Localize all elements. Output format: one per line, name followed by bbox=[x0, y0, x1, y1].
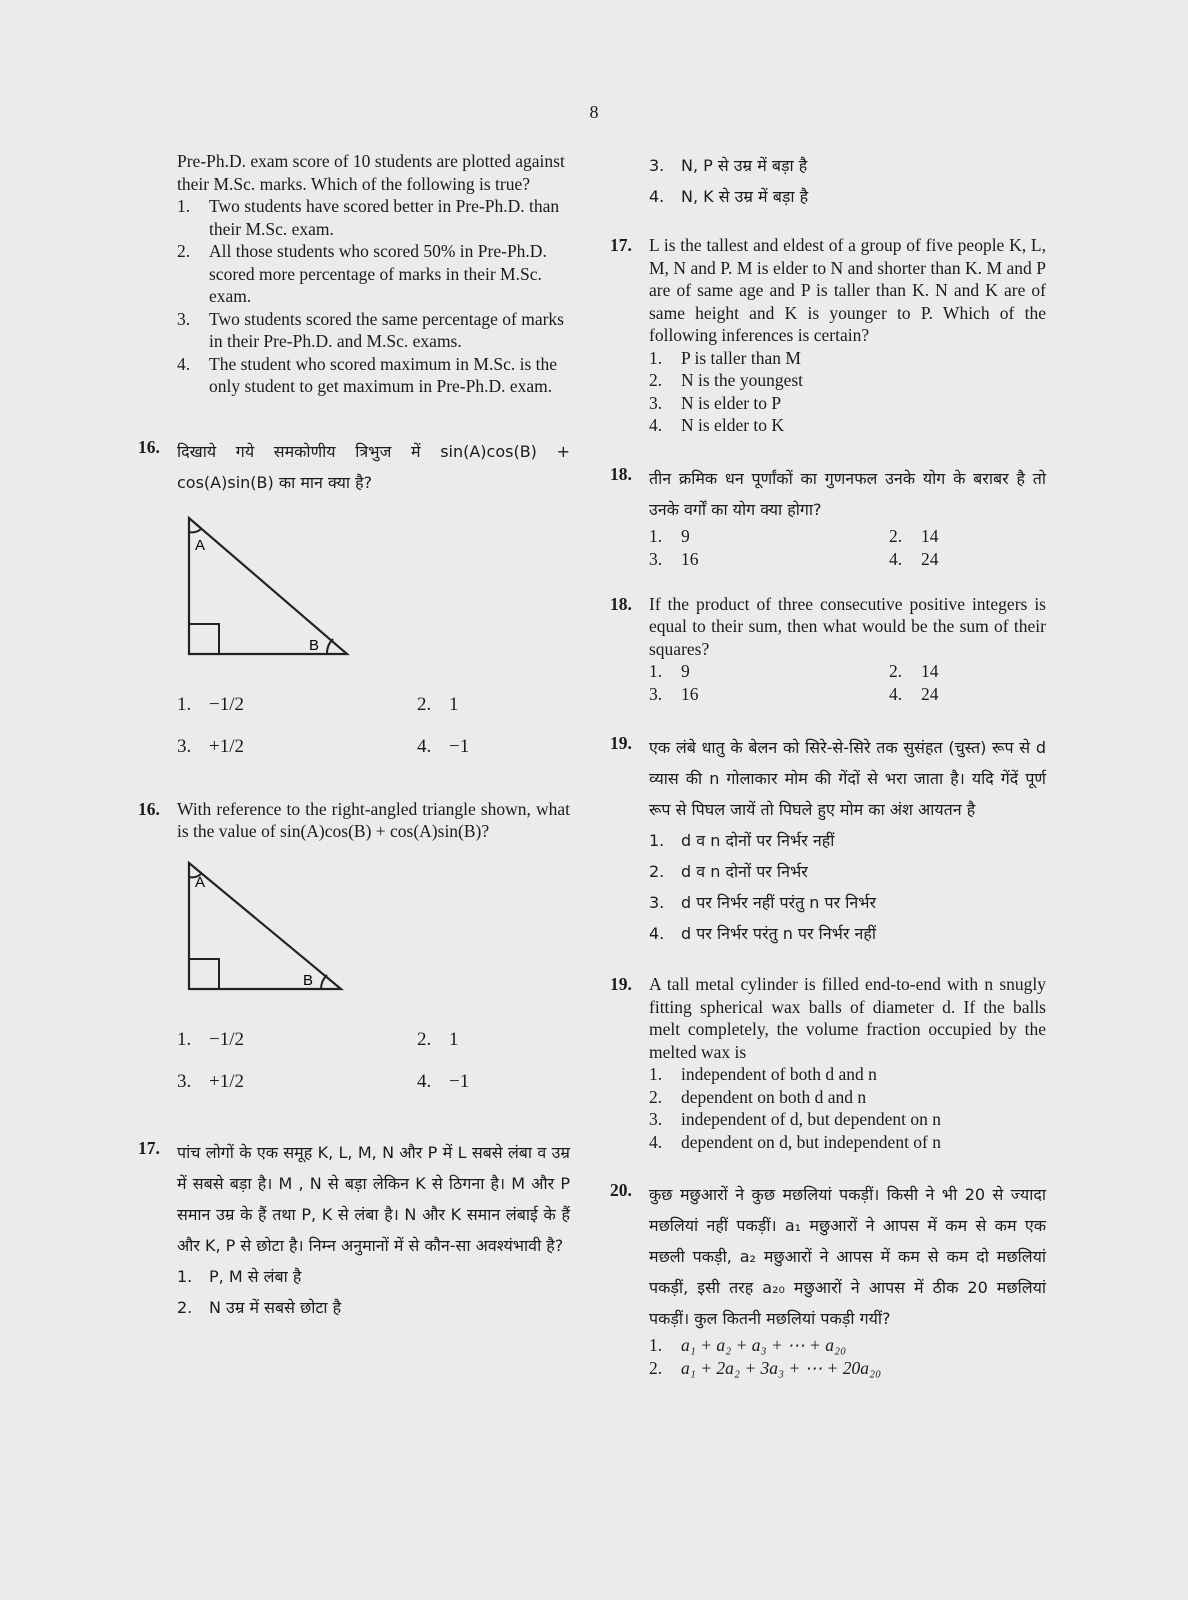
question-17-hindi bbox=[138, 1137, 570, 1323]
label-a: A bbox=[195, 536, 206, 554]
question-17-hindi-continued bbox=[610, 150, 1046, 212]
option: 2. 14 bbox=[889, 661, 939, 681]
label-b: B bbox=[309, 636, 320, 654]
question-text: Pre-Ph.D. exam score of 10 students are plotted against their M.Sc. marks. Which of the following is true? bbox=[177, 151, 565, 194]
question-text: एक लंबे धातु के बेलन को सिरे-से-सिरे तक सुसंहत (चुस्त) रूप से d व्यास की n गोलाकार मोम की गेंदों से भरा जाता है। यदि गेंदें पूर्ण रूप से पिघल जायें तो पिघले हुए मोम का अंश आयतन है bbox=[649, 738, 1046, 819]
option: 1. 9 bbox=[649, 661, 690, 681]
question-16-english bbox=[138, 798, 570, 1103]
right-triangle-figure bbox=[181, 857, 361, 997]
option: 2. 14 bbox=[889, 525, 939, 546]
question-text: पांच लोगों के एक समूह K, L, M, N और P में L सबसे लंबा व उम्र में सबसे बड़ा है। M , N से बड़ा लेकिन K से ठिगना है। M और P समान उम्र के हैं तथा P, K से लंबा है। N और K समान लंबाई के हैं और K, P से छोटा है। निम्न अनुमानों में से कौन-सा अवश्यंभावी है? bbox=[177, 1142, 570, 1255]
right-column bbox=[610, 150, 1046, 1409]
question-text: कुछ मछुआरों ने कुछ मछलियां पकड़ीं। किसी ने भी 20 से ज्यादा मछलियां नहीं पकड़ीं। a₁ मछुआरों ने आपस में कम से कम एक मछली पकड़ी, a₂ मछुआरों ने आपस में कम से कम दो मछलियां पकड़ीं, इसी तरह a₂₀ मछुआरों ने आपस में ठीक 20 मछलियां पकड़ीं। कुल कितनी मछलियां पकड़ी गयीं? bbox=[649, 1185, 1046, 1328]
options-grid bbox=[649, 660, 1046, 706]
question-text: A tall metal cylinder is filled end-to-end with n snugly fitting spherical wax balls of diameter d. If the balls melt completely, the volume fraction occupied by the melted wax is bbox=[649, 974, 1046, 1062]
question-text: L is the tallest and eldest of a group of five people K, L, M, N and P. M is elder to N and shorter than K. M and P are of same age and P is taller than K. N and K are of same height and K is younger to P. Which of the following inferences is certain? bbox=[649, 235, 1046, 345]
option: 4. 24 bbox=[889, 684, 939, 704]
right-angle-marker bbox=[189, 959, 219, 989]
label-a: A bbox=[195, 873, 206, 891]
question-number: 20. bbox=[610, 1180, 632, 1200]
option: 4. −1 bbox=[417, 1070, 470, 1092]
option: 3. 16 bbox=[649, 684, 699, 704]
right-triangle-figure bbox=[181, 512, 361, 662]
option: 1. a₁ + a₂ + a₃ + ⋯ + a₂₀ bbox=[649, 1335, 847, 1355]
question-text: दिखाये गये समकोणीय त्रिभुज में sin(A)cos(B) + cos(A)sin(B) का मान क्या है? bbox=[177, 441, 570, 492]
option: 1. d व n दोनों पर निर्भर नहीं bbox=[649, 831, 835, 850]
option: 4. dependent on d, but independent of n bbox=[649, 1131, 942, 1152]
option: 3. N, P से उम्र में बड़ा है bbox=[649, 156, 808, 175]
option: 4. N, K से उम्र में बड़ा है bbox=[649, 187, 809, 206]
option: 2. All those students who scored 50% in Pre-Ph.D. scored more percentage of marks in their M.Sc. exam. bbox=[177, 241, 547, 306]
options-grid bbox=[649, 525, 1046, 571]
option: 3. 16 bbox=[649, 548, 699, 569]
question-17-english bbox=[610, 234, 1046, 437]
label-b: B bbox=[303, 971, 314, 989]
question-text: If the product of three consecutive positive integers is equal to their sum, then what would be the sum of their squares? bbox=[649, 593, 1046, 659]
question-number: 17. bbox=[138, 1137, 160, 1158]
question-20-hindi bbox=[610, 1179, 1046, 1379]
question-18-hindi bbox=[610, 463, 1046, 571]
question-text: With reference to the right-angled triangle shown, what is the value of sin(A)cos(B) + cos(A)sin(B)? bbox=[177, 798, 570, 841]
angle-b-arc bbox=[321, 975, 327, 989]
option: 3. +1/2 bbox=[177, 1070, 244, 1092]
triangle-outline bbox=[189, 518, 347, 654]
options-grid bbox=[177, 684, 570, 768]
option: 1. Two students have scored better in Pre-Ph.D. than their M.Sc. exam. bbox=[177, 196, 560, 239]
option: 2. 1 bbox=[417, 693, 459, 715]
angle-b-arc bbox=[327, 639, 333, 654]
option: 1. P, M से लंबा है bbox=[177, 1266, 302, 1286]
angle-a-arc bbox=[189, 529, 201, 532]
question-number: 19. bbox=[610, 974, 632, 994]
option: 1. 9 bbox=[649, 525, 690, 546]
option: 3. independent of d, but dependent on n bbox=[649, 1109, 942, 1129]
question-19-english bbox=[610, 973, 1046, 1153]
option: 3. d पर निर्भर नहीं परंतु n पर निर्भर bbox=[649, 893, 877, 912]
question-number: 17. bbox=[610, 235, 632, 255]
option: 4. −1 bbox=[417, 735, 470, 757]
question-text: तीन क्रमिक धन पूर्णांकों का गुणनफल उनके योग के बराबर है तो उनके वर्गों का योग क्या होगा? bbox=[649, 468, 1046, 519]
option: 1. P is taller than M bbox=[649, 347, 801, 368]
option: 3. Two students scored the same percentage of marks in their Pre-Ph.D. and M.Sc. exams. bbox=[177, 308, 564, 351]
option: 4. N is elder to K bbox=[649, 415, 785, 435]
question-18-english bbox=[610, 593, 1046, 707]
option: 4. 24 bbox=[889, 548, 939, 569]
question-19-hindi bbox=[610, 732, 1046, 949]
question-16-hindi bbox=[138, 436, 570, 768]
option: 2. 1 bbox=[417, 1028, 459, 1050]
question-number: 16. bbox=[138, 436, 160, 457]
question-number: 16. bbox=[138, 798, 160, 819]
option: 2. a₁ + 2a₂ + 3a₃ + ⋯ + 20a₂₀ bbox=[649, 1357, 882, 1378]
option: 1. −1/2 bbox=[177, 1028, 244, 1050]
option: 2. dependent on both d and n bbox=[649, 1086, 867, 1107]
question-15-continued bbox=[138, 150, 570, 398]
option: 2. N उम्र में सबसे छोटा है bbox=[177, 1297, 342, 1317]
option: 1. −1/2 bbox=[177, 693, 244, 715]
page-number: 8 bbox=[589, 102, 599, 122]
question-number: 18. bbox=[610, 593, 632, 614]
right-angle-marker bbox=[189, 624, 219, 654]
option: 4. d पर निर्भर परंतु n पर निर्भर नहीं bbox=[649, 924, 877, 943]
triangle-outline bbox=[189, 863, 341, 989]
option: 2. N is the youngest bbox=[649, 370, 804, 390]
options-grid bbox=[177, 1019, 570, 1103]
question-number: 19. bbox=[610, 733, 632, 753]
option: 4. The student who scored maximum in M.Sc. is the only student to get maximum in Pre-Ph.D. exam. bbox=[177, 353, 558, 396]
option: 2. d व n दोनों पर निर्भर bbox=[649, 862, 808, 881]
left-column bbox=[138, 150, 570, 1353]
option: 1. independent of both d and n bbox=[649, 1064, 877, 1084]
question-number: 18. bbox=[610, 463, 632, 484]
option: 3. N is elder to P bbox=[649, 392, 782, 413]
option: 3. +1/2 bbox=[177, 735, 244, 757]
